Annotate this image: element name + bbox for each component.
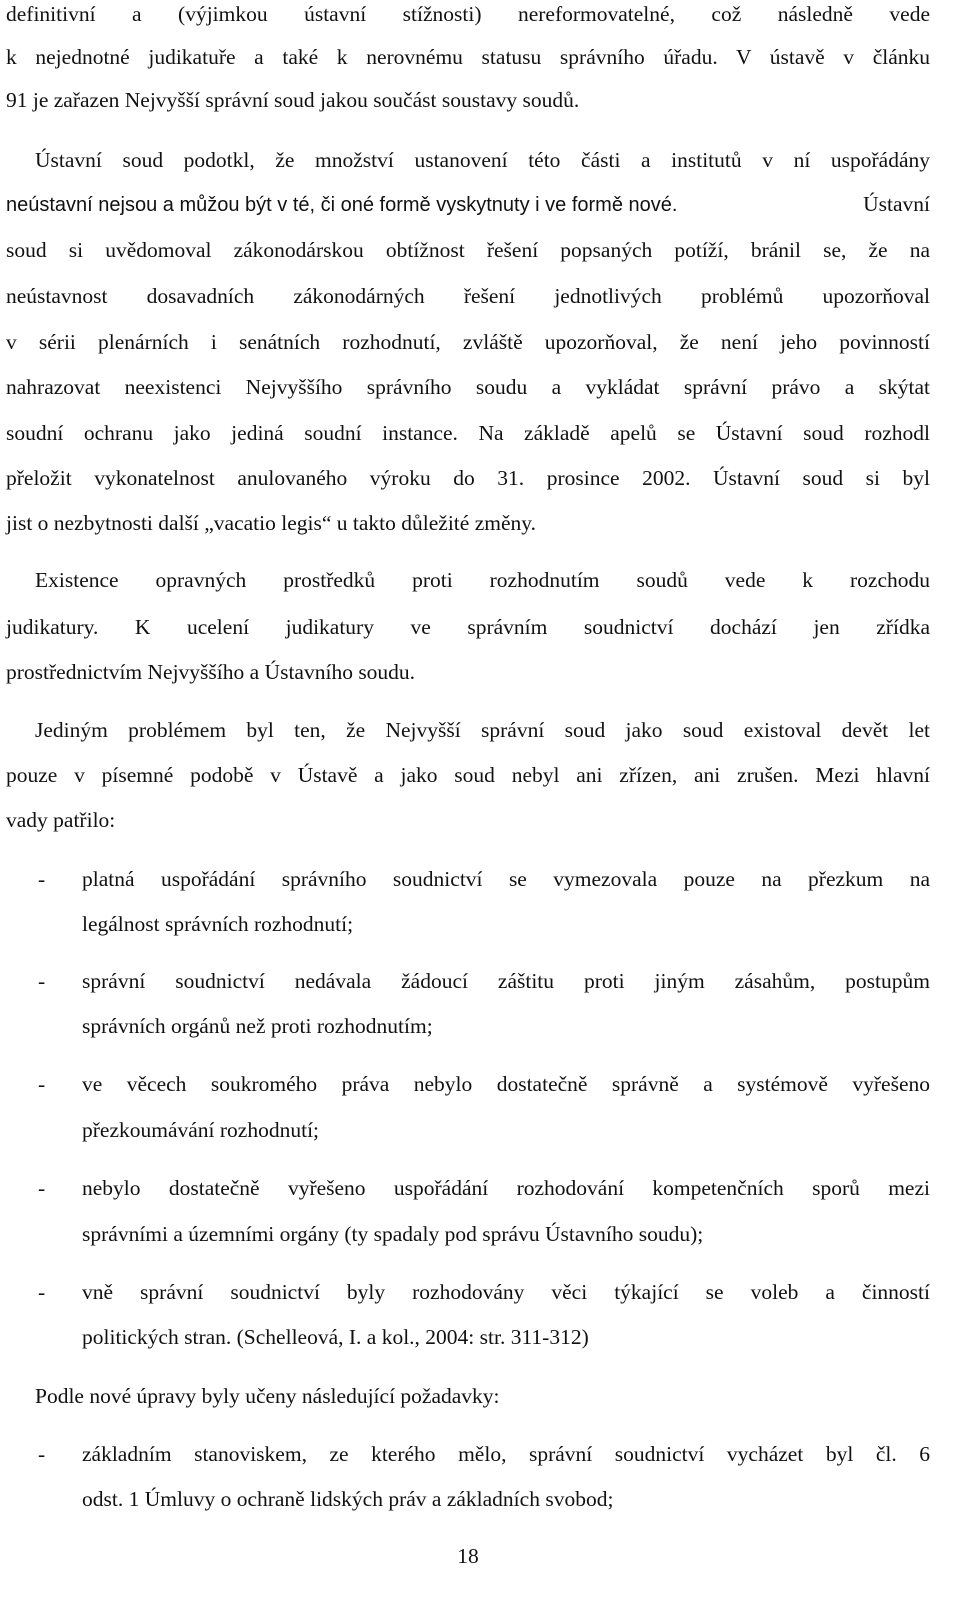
page-number: 18 — [457, 1544, 479, 1568]
paragraph-line: pouze v písemné podobě v Ústavě a jako soud nebyl ani zřízen, ani zrušen. Mezi hlavní — [6, 763, 930, 787]
list-item-line: nebylo dostatečně vyřešeno uspořádání rozhodování kompetenčních sporů mezi — [82, 1176, 930, 1200]
paragraph-line-mixed — [6, 191, 930, 218]
paragraph-line: k nejednotné judikatuře a také k nerovnému statusu správního úřadu. V ústavě v článku — [6, 45, 930, 69]
paragraph-line: 91 je zařazen Nejvyšší správní soud jakou součást soustavy soudů. — [6, 88, 580, 112]
list-item-line: politických stran. (Schelleová, I. a kol., 2004: str. 311-312) — [82, 1325, 589, 1349]
list-dash: - — [38, 1072, 46, 1096]
paragraph-line: nahrazovat neexistenci Nejvyššího správního soudu a vykládat správní právo a skýtat — [6, 375, 930, 399]
paragraph-line: definitivní a (výjimkou ústavní stížnosti) nereformovatelné, což následně vede — [6, 2, 930, 26]
paragraph-line: soudní ochranu jako jediná soudní instance. Na základě apelů se Ústavní soud rozhodl — [6, 421, 930, 445]
paragraph-text-run: Ústavní — [863, 192, 930, 216]
paragraph-line: přeložit vykonatelnost anulovaného výroku do 31. prosince 2002. Ústavní soud si byl — [6, 466, 930, 490]
paragraph-line: vady patřilo: — [6, 808, 116, 832]
paragraph-line: Podle nové úpravy byly učeny následující požadavky: — [35, 1384, 500, 1408]
list-dash: - — [38, 969, 46, 993]
list-dash: - — [38, 867, 46, 891]
list-item-line: legálnost správních rozhodnutí; — [82, 912, 354, 936]
list-item-line: správními a územními orgány (ty spadaly pod správu Ústavního soudu); — [82, 1222, 704, 1246]
paragraph-line: Ústavní soud podotkl, že množství ustanovení této části a institutů v ní uspořádány — [35, 148, 930, 172]
list-item-line: odst. 1 Úmluvy o ochraně lidských práv a základních svobod; — [82, 1487, 614, 1511]
list-item-line: správních orgánů než proti rozhodnutím; — [82, 1014, 433, 1038]
list-item-line: ve věcech soukromého práva nebylo dostatečně správně a systémově vyřešeno — [82, 1072, 930, 1096]
paragraph-line: prostřednictvím Nejvyššího a Ústavního soudu. — [6, 660, 416, 684]
paragraph-line: jist o nezbytnosti další „vacatio legis“ u takto důležité změny. — [6, 511, 536, 535]
list-item-line: přezkoumávání rozhodnutí; — [82, 1118, 320, 1142]
list-item-line: vně správní soudnictví byly rozhodovány věci týkající se voleb a činností — [82, 1280, 930, 1304]
paragraph-line: judikatury. K ucelení judikatury ve správním soudnictví dochází jen zřídka — [6, 615, 930, 639]
paragraph-line: v sérii plenárních i senátních rozhodnutí, zvláště upozorňoval, že není jeho povinností — [6, 330, 930, 354]
sans-text-run: neústavní nejsou a můžou být v té, či oné formě vyskytnuty i ve formě nové. — [6, 194, 678, 216]
list-dash: - — [38, 1176, 46, 1200]
paragraph-line: Existence opravných prostředků proti rozhodnutím soudů vede k rozchodu — [35, 568, 930, 592]
list-item-line: platná uspořádání správního soudnictví se vymezovala pouze na přezkum na — [82, 867, 930, 891]
list-item-line: správní soudnictví nedávala žádoucí záštitu proti jiným zásahům, postupům — [82, 969, 930, 993]
list-item-line: základním stanoviskem, ze kterého mělo, správní soudnictví vycházet byl čl. 6 — [82, 1442, 930, 1466]
list-dash: - — [38, 1442, 46, 1466]
paragraph-line: soud si uvědomoval zákonodárskou obtížnost řešení popsaných potíží, bránil se, že na — [6, 238, 930, 262]
paragraph-line: Jediným problémem byl ten, že Nejvyšší správní soud jako soud existoval devět let — [35, 718, 930, 742]
paragraph-line: neústavnost dosavadních zákonodárných řešení jednotlivých problémů upozorňoval — [6, 284, 930, 308]
list-dash: - — [38, 1280, 46, 1304]
